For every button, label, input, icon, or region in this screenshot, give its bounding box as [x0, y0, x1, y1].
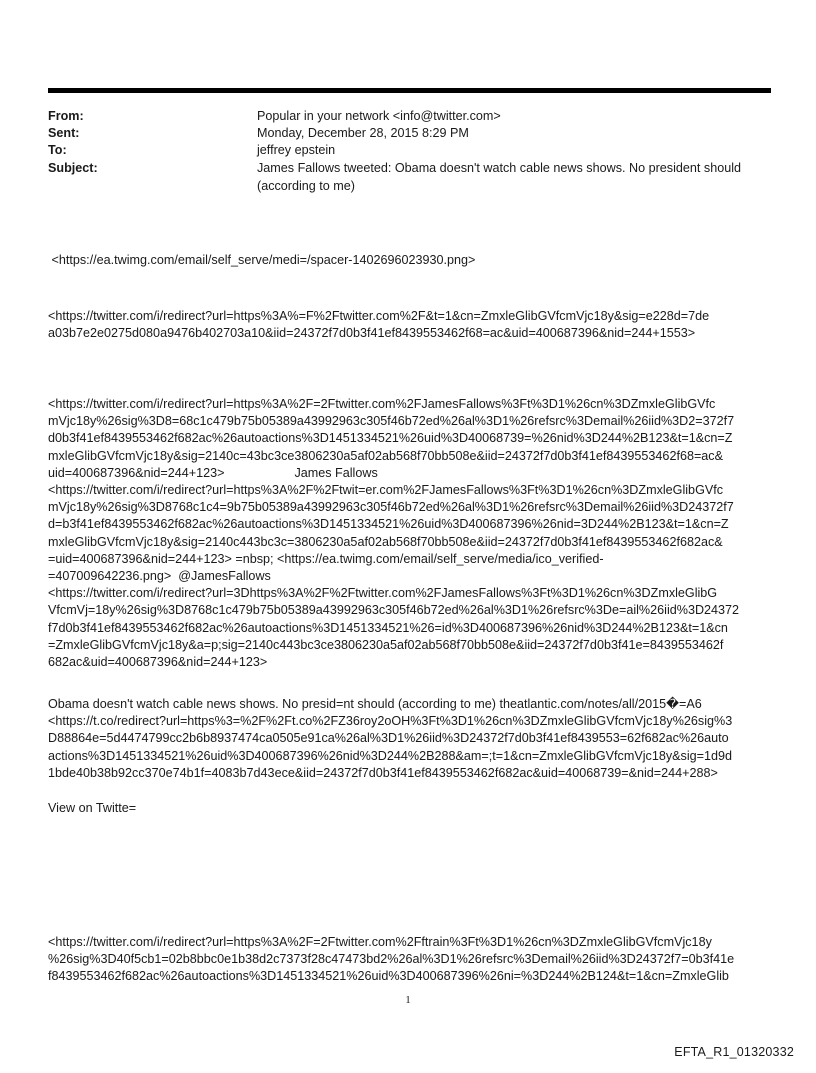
view-on-twitter-text: View on Twitte= [48, 801, 137, 815]
to-label: To: [48, 143, 67, 157]
page-number: 1 [405, 994, 411, 1006]
subject-value: James Fallows tweeted: Obama doesn't watch cable news shows. No president should (according to me) [257, 161, 742, 193]
sent-value: Monday, December 28, 2015 8:29 PM [257, 126, 469, 140]
subject-label: Subject: [48, 161, 98, 175]
from-value: Popular in your network <info@twitter.com> [257, 109, 501, 123]
twitter-home-redirect-link: <https://twitter.com/i/redirect?url=https%3A%=F%2Ftwitter.com%2F&t=1&cn=ZmxleGlibGVfcmVjc18y&sig=e228d=7de a03b7e2e0275d080a9476b402703a10&iid=24372f7d0b3f41ef8439553462f68=ac&uid=400687396&nid=244+1553> [48, 309, 710, 341]
ftrain-redirect-link: <https://twitter.com/i/redirect?url=https%3A%2F=2Ftwitter.com%2Fftrain%3Ft%3D1%26cn%3DZmxleGlibGVfcmVjc18y %26sig%3D40f5cb1=02b8bbc0e1b38d2c7373f28c47473bd2%26al%3D1%26refsrc%3Demail%26iid%3D24372f7=0b3f41e f8439553462f682ac%26autoactions%3D1451334521%26uid%3D400687396%26ni=%3D244%2B124&t=1&cn=ZmxleGlib [48, 935, 735, 984]
header-divider-rule [48, 88, 771, 93]
bates-number: EFTA_R1_01320332 [674, 1045, 794, 1059]
from-label: From: [48, 109, 84, 123]
to-value: jeffrey epstein [257, 143, 336, 157]
tweet-text-and-link: Obama doesn't watch cable news shows. No presid=nt should (according to me) theatlantic.com/notes/all/2015�=A6 <https://t.co/redirect?url=https%3=%2F%2Ft.co%2FZ36roy2oOH%3Ft%3D1%26cn%3DZmxleGlibGVfcmVjc18y%26sig%3 D88864e=5d4474799cc2b6b8937474ca0505e91ca%26al%3D1%26iid%3D24372f7d0b3f41ef8439553=62f682ac%26auto actions%3D1451334521%26uid%3D400687396%26nid%3D244%2B288&am=;t=1&cn=ZmxleGlibGVfcmVjc18y&sig=1d9d 1bde40b38b92cc370e74b1f=4083b7d43ece&iid=24372f7d0b3f41ef8439553462f682ac&uid=40068739=&nid=244+288> [48, 697, 733, 780]
sent-label: Sent: [48, 126, 80, 140]
spacer-image-link: <https://ea.twimg.com/email/self_serve/medi=/spacer-1402696023930.png> [48, 253, 476, 267]
james-fallows-profile-links: <https://twitter.com/i/redirect?url=https%3A%2F=2Ftwitter.com%2FJamesFallows%3Ft%3D1%26cn%3DZmxleGlibGVfc mVjc18y%26sig%3D8=68c1c479b75b05389a43992963c305f46b72ed%26al%3D1%26refsrc%3Demail%26iid%3D2=372f7 d0b3f41ef8439553462f682ac%26autoactions%3D1451334521%26uid%3D40068739=%26nid%3D244%2B123&t=1&cn=Z mxleGlibGVfcmVjc18y&sig=2140c=43bc3ce3806230a5af02ab568f70bb508e&iid=24372f7d0b3f41ef8439553462f68=ac& uid=400687396&nid=244+123> James Fallows <https://twitter.com/i/redirect?url=https%3A%2F%2Ftwit=er.com%2FJamesFallows%3Ft%3D1%26cn%3DZmxleGlibGVfc mVjc18y%26sig%3D8768c1c4=9b75b05389a43992963c305f46b72ed%26al%3D1%26refsrc%3Demail%26iid%3D24372f7 d=b3f41ef8439553462f682ac%26autoactions%3D1451334521%26uid%3D400687396%26nid=3D244%2B123&t=1&cn=Z mxleGlibGVfcmVjc18y&sig=2140c443bc3c=3806230a5af02ab568f70bb508e&iid=24372f7d0b3f41ef8439553462f682ac& =uid=400687396&nid=244+123> =nbsp; <https://ea.twimg.com/email/self_serve/media/ico_verified- =407009642236.png> @JamesFallows <https://twitter.com/i/redirect?url=3Dhttps%3A%2F%2Ftwitter.com%2FJamesFallows%3Ft%3D1%26cn%3DZmxleGlibG VfcmVj=18y%26sig%3D8768c1c479b75b05389a43992963c305f46b72ed%26al%3D1%26refsrc%3De=ail%26iid%3D24372 f7d0b3f41ef8439553462f682ac%26autoactions%3D1451334521%26=id%3D400687396%26nid%3D244%2B123&t=1&cn =ZmxleGlibGVfcmVjc18y&a=p;sig=2140c443bc3ce3806230a5af02ab568f70bb508e&iid=24372f7d0b3f41e=8439553462f 682ac&uid=400687396&nid=244+123> [48, 397, 740, 670]
